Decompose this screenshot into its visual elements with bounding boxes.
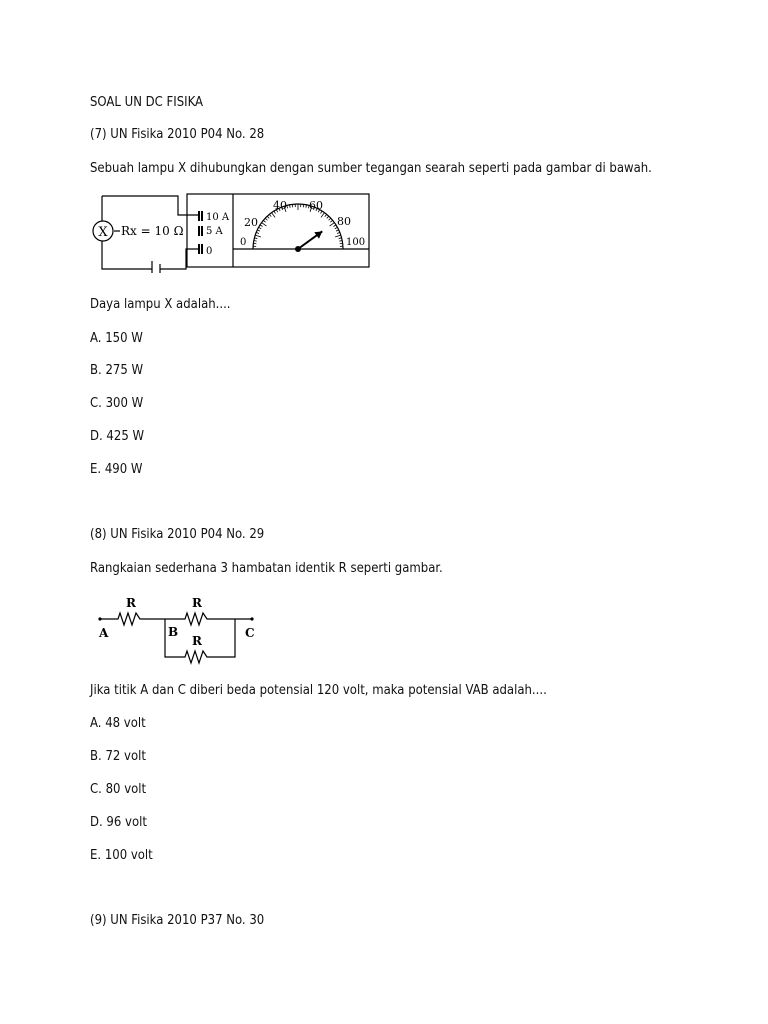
dial-tick xyxy=(336,230,339,231)
dial-tick xyxy=(330,223,335,227)
dial-tick xyxy=(267,216,269,218)
wire-a-b xyxy=(100,613,165,625)
needle-head xyxy=(314,231,322,238)
terminal-label-0: 0 xyxy=(206,246,213,257)
lamp-label: X xyxy=(98,225,108,240)
dial-tick xyxy=(290,205,291,208)
dial-tick xyxy=(263,220,265,222)
needle-pivot xyxy=(295,246,301,252)
resistor-label-2: R xyxy=(192,596,202,610)
dial-tick xyxy=(260,225,263,227)
q7-prompt: Sebuah lampu X dihubungkan dengan sumber tegangan searah seperti pada gambar di bawah. xyxy=(90,161,652,176)
dial-tick xyxy=(333,225,336,227)
terminal-icon xyxy=(198,211,200,221)
q7-question: Daya lampu X adalah.... xyxy=(90,297,231,312)
dial-tick xyxy=(339,238,342,239)
terminal-icon xyxy=(201,244,203,254)
q8-option-c[interactable]: C. 80 volt xyxy=(90,782,147,797)
dial-tick xyxy=(254,238,257,239)
terminal-label-5a: 5 A xyxy=(206,226,223,237)
q7-option-d[interactable]: D. 425 W xyxy=(90,429,145,444)
dial-tick xyxy=(262,223,267,227)
scale-label-20: 20 xyxy=(244,216,258,229)
dial-tick xyxy=(339,241,342,242)
dial-tick xyxy=(337,232,340,233)
dial-tick xyxy=(325,214,327,216)
terminal-symbols xyxy=(198,211,203,254)
wire-bottom xyxy=(160,249,198,269)
dial-tick xyxy=(272,213,276,218)
q7-option-a[interactable]: A. 150 W xyxy=(90,331,143,346)
scale-label-40: 40 xyxy=(273,199,287,212)
q8-option-e[interactable]: E. 100 volt xyxy=(90,848,153,863)
ammeter-circuit-figure xyxy=(90,193,370,273)
scale-label-60: 60 xyxy=(309,199,323,212)
q8-option-a[interactable]: A. 48 volt xyxy=(90,716,146,731)
dial-tick xyxy=(259,227,262,228)
dial-tick xyxy=(254,241,257,242)
terminal-icon xyxy=(201,226,203,236)
wire-upper-branch xyxy=(165,613,235,625)
dial-tick xyxy=(265,218,267,220)
resistor-label: Rx = 10 Ω xyxy=(121,224,184,238)
q8-option-d[interactable]: D. 96 volt xyxy=(90,815,147,830)
q9-heading: (9) UN Fisika 2010 P37 No. 30 xyxy=(90,913,265,928)
node-c-dot xyxy=(250,617,253,620)
terminal-icon xyxy=(201,211,203,221)
dial-tick xyxy=(330,220,332,222)
dial-tick xyxy=(257,230,260,231)
q8-option-b[interactable]: B. 72 volt xyxy=(90,749,146,764)
terminal-icon xyxy=(198,244,200,254)
dial-tick xyxy=(327,216,329,218)
dial-tick xyxy=(269,214,271,216)
dial-tick xyxy=(306,205,307,208)
q8-question: Jika titik A dan C diberi beda potensial 120 volt, maka potensial VAB adalah.... xyxy=(90,683,547,698)
q7-option-b[interactable]: B. 275 W xyxy=(90,363,144,378)
dial-tick xyxy=(255,235,261,237)
dial-arc xyxy=(253,204,343,249)
resistor-network-figure xyxy=(90,590,270,670)
node-a-dot xyxy=(98,617,101,620)
node-label-a: A xyxy=(99,626,109,640)
terminal-icon xyxy=(198,226,200,236)
q8-heading: (8) UN Fisika 2010 P04 No. 29 xyxy=(90,527,265,542)
scale-label-80: 80 xyxy=(337,215,351,228)
q7-option-e[interactable]: E. 490 W xyxy=(90,462,143,477)
terminal-label-10a: 10 A xyxy=(206,212,230,223)
dial-tick xyxy=(256,232,259,233)
scale-label-100: 100 xyxy=(346,237,366,248)
resistor-label-3: R xyxy=(192,634,202,648)
node-label-c: C xyxy=(245,626,255,640)
dial-tick xyxy=(335,235,341,237)
dial-tick xyxy=(321,213,325,218)
doc-title: SOAL UN DC FISIKA xyxy=(90,95,204,110)
wire-top xyxy=(102,196,198,215)
q8-prompt: Rangkaian sederhana 3 hambatan identik R seperti gambar. xyxy=(90,561,443,576)
q7-option-c[interactable]: C. 300 W xyxy=(90,396,144,411)
resistor-label-1: R xyxy=(126,596,136,610)
dial-tick xyxy=(329,218,331,220)
scale-label-0: 0 xyxy=(240,237,247,248)
node-label-b: B xyxy=(168,625,179,639)
q7-heading: (7) UN Fisika 2010 P04 No. 28 xyxy=(90,127,265,142)
